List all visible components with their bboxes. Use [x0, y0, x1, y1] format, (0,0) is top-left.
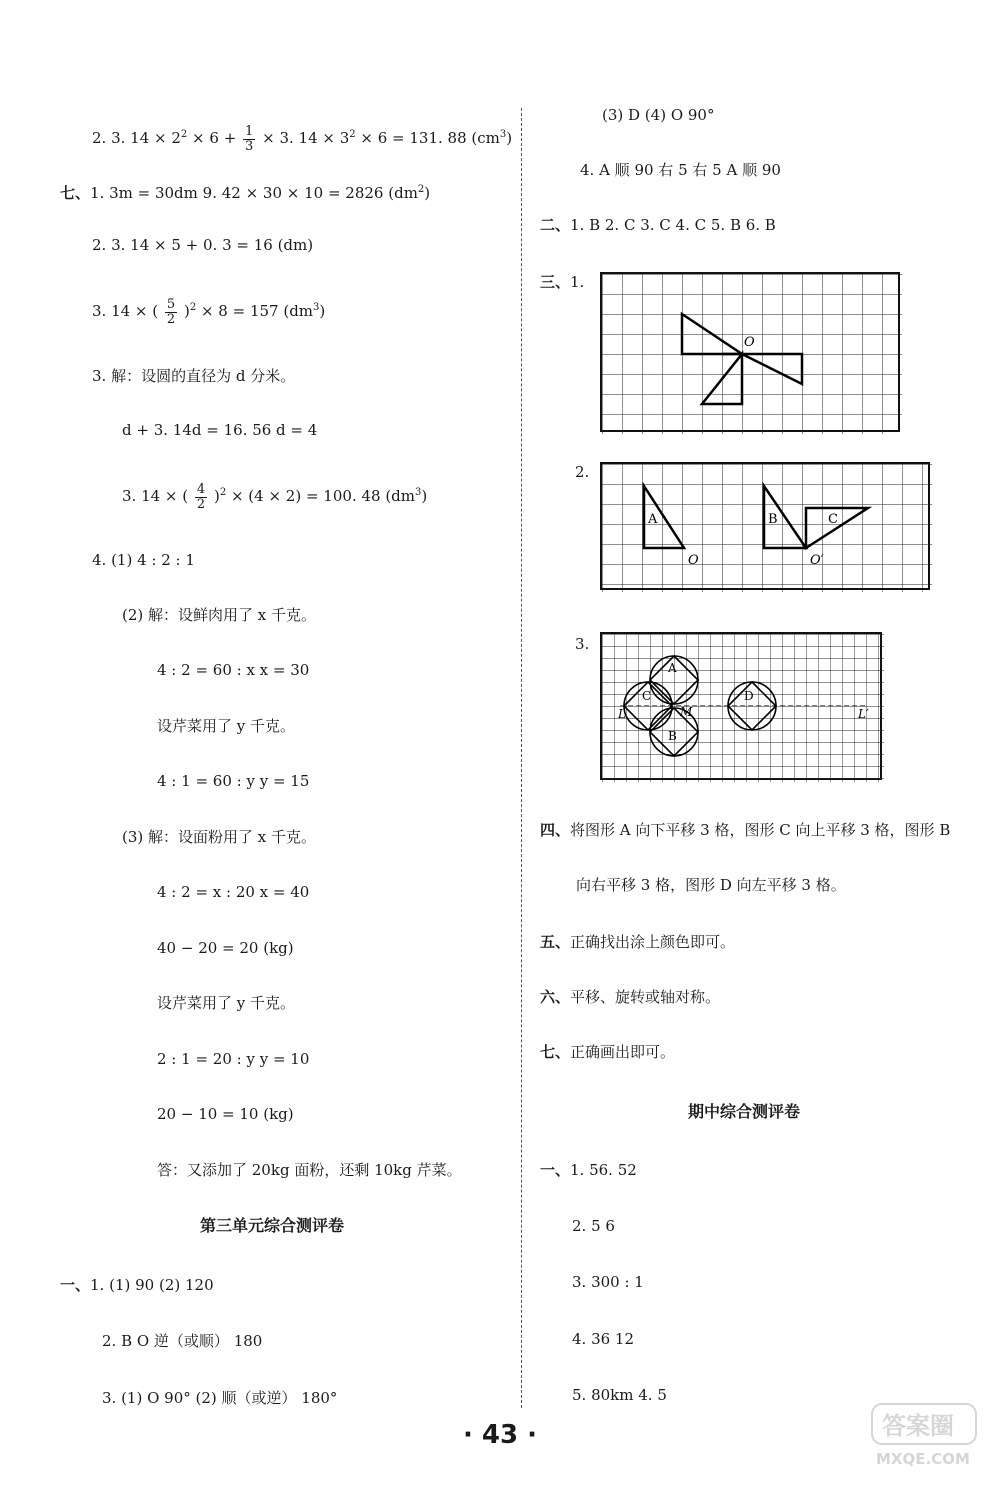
answer-line: 二、1. B 2. C 3. C 4. C 5. B 6. B — [540, 216, 776, 234]
svg-text:C: C — [828, 512, 838, 527]
answer-line: 3. 300 : 1 — [572, 1273, 644, 1291]
answer-line: 2. B O 逆（或顺） 180 — [102, 1332, 263, 1350]
answer-line: 3. 14 × ( $\frac{4}{2}$ )$^2$ × (4 × 2) = 100. 48 $(dm^3)$ — [122, 481, 428, 512]
answer-line: 七、1. 3m = 30dm 9. 42 × 30 × 10 = 2826 $(dm^2)$ — [60, 184, 431, 202]
answer-line: 一、1. 56. 52 — [540, 1161, 637, 1179]
svg-text:A: A — [648, 512, 658, 527]
answer-line: 六、平移、旋转或轴对称。 — [540, 988, 721, 1006]
answer-line: 4 : 2 = x : 20 x = 40 — [157, 883, 310, 901]
answer-line: 3. — [575, 635, 590, 653]
answer-line: 3. 14 × ( $\frac{5}{2}$ )$^2$ × 8 = 157 $(dm^3)$ — [92, 296, 326, 327]
watermark-logo — [870, 1400, 980, 1470]
section-title: 期中综合测评卷 — [688, 1102, 801, 1121]
answer-line: 3. 解：设圆的直径为 d 分米。 — [92, 367, 296, 385]
answer-line: d + 3. 14d = 16. 56 d = 4 — [122, 421, 318, 439]
answer-line: 4. A 顺 90 右 5 右 5 A 顺 90 — [580, 161, 781, 179]
grid-figure-2-drawing — [602, 464, 932, 592]
answer-line: 答：又添加了 20kg 面粉，还剩 10kg 芹菜。 — [157, 1161, 462, 1179]
answer-line: 4. 36 12 — [572, 1330, 635, 1348]
answer-line: 一、1. (1) 90 (2) 120 — [60, 1276, 214, 1294]
answer-line: 2 : 1 = 20 : y y = 10 — [157, 1050, 310, 1068]
answer-line: 设芹菜用了 y 千克。 — [157, 994, 296, 1012]
answer-line: 3. (1) O 90° (2) 顺（或逆） 180° — [102, 1389, 338, 1407]
svg-text:M: M — [680, 705, 693, 719]
answer-line: 4 : 1 = 60 : y y = 15 — [157, 772, 310, 790]
answer-line: 40 − 20 = 20 (kg) — [157, 939, 294, 957]
grid-figure-1-drawing — [602, 274, 902, 434]
svg-text:C: C — [642, 689, 652, 703]
fraction: $\frac{1}{3}$ — [245, 123, 254, 154]
svg-text:O: O — [688, 553, 699, 568]
page-number: · 43 · — [462, 1420, 538, 1450]
svg-text:B: B — [768, 512, 778, 527]
svg-text:A: A — [668, 661, 677, 675]
svg-text:MXQE.COM: MXQE.COM — [876, 1450, 970, 1468]
answer-line: 20 − 10 = 10 (kg) — [157, 1105, 294, 1123]
answer-line: (3) 解：设面粉用了 x 千克。 — [122, 828, 317, 846]
answer-line: 向右平移 3 格，图形 D 向左平移 3 格。 — [576, 876, 846, 894]
answer-line: 七、正确画出即可。 — [540, 1043, 676, 1061]
grid-figure-2 — [600, 462, 930, 590]
grid-figure-1 — [600, 272, 900, 432]
svg-text:答案圈: 答案圈 — [882, 1412, 954, 1440]
answer-line: 2. 5 6 — [572, 1217, 615, 1235]
answer-line: 四、将图形 A 向下平移 3 格，图形 C 向上平移 3 格，图形 B — [540, 821, 951, 839]
answer-line: 2. — [575, 463, 590, 481]
answer-line: 设芹菜用了 y 千克。 — [157, 717, 296, 735]
answer-line: 4 : 2 = 60 : x x = 30 — [157, 661, 310, 679]
answer-line: 5. 80km 4. 5 — [572, 1386, 667, 1404]
point-label: O — [744, 335, 755, 350]
svg-text:L: L — [618, 707, 626, 721]
svg-text:B: B — [668, 729, 677, 743]
svg-text:O′: O′ — [810, 553, 824, 568]
answer-line: 2. 3. 14 × 5 + 0. 3 = 16 (dm) — [92, 236, 314, 254]
column-divider — [521, 108, 522, 1408]
svg-text:L′: L′ — [858, 707, 869, 721]
answer-line: 4. (1) 4 : 2 : 1 — [92, 551, 195, 569]
svg-text:D: D — [744, 689, 754, 703]
answer-line: (3) D (4) O 90° — [602, 106, 715, 124]
answer-line: 三、1. — [540, 273, 585, 291]
answer-line: (2) 解：设鲜肉用了 x 千克。 — [122, 606, 317, 624]
answer-line: 五、正确找出涂上颜色即可。 — [540, 933, 736, 951]
section-title: 第三单元综合测评卷 — [200, 1216, 345, 1235]
grid-figure-3-drawing — [602, 634, 884, 782]
answer-line: 2. 3. $14 \times 2^2 \times 6$ + $\frac{1}{3}$ × 3. $14 \times 3^2 \times 6 = 131$. 88 $(cm^3)$ — [92, 123, 513, 154]
grid-figure-3 — [600, 632, 882, 780]
